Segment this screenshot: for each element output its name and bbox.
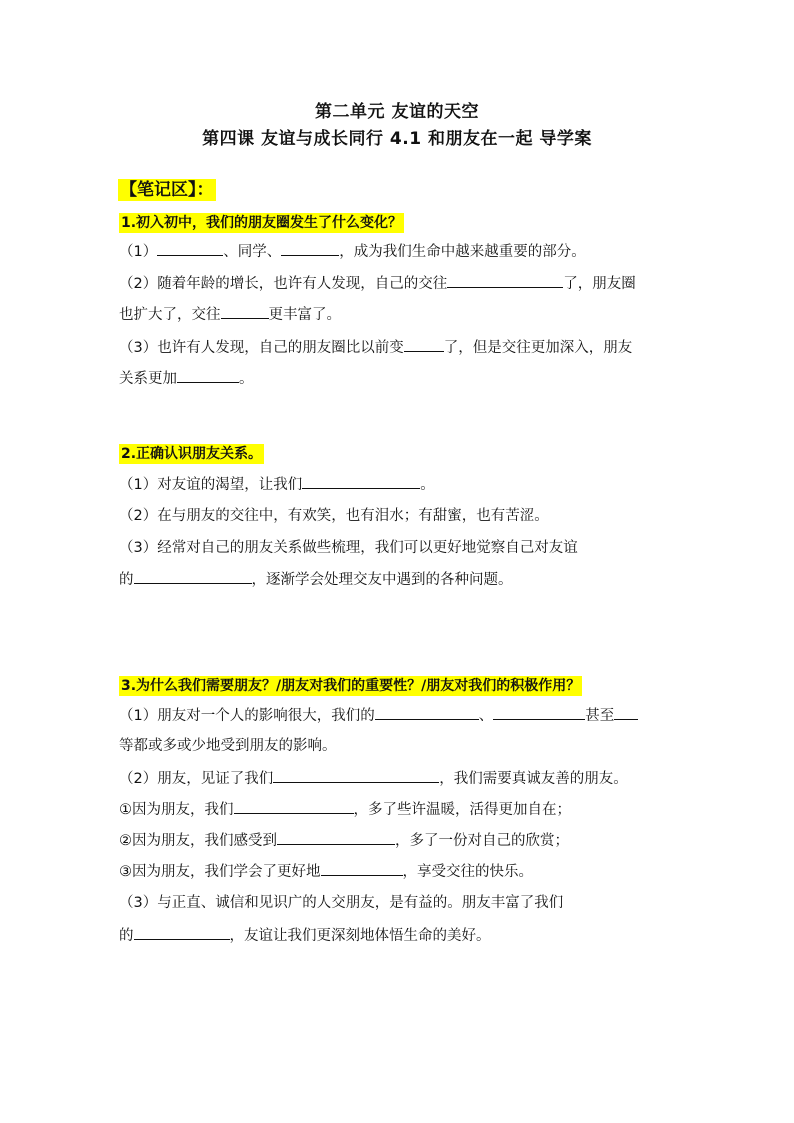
s2-l4-text-b: ，逐渐学会处理交友中遇到的各种问题。	[251, 572, 513, 588]
s3-l8-text-b: ，友谊让我们更深刻地体悟生命的美好。	[229, 928, 491, 944]
s1-l1-text-c: ，成为我们生命中越来越重要的部分。	[339, 244, 586, 260]
s1-l1-text-b: 、同学、	[223, 244, 282, 260]
s3-l3-text-a: （2）朋友，见证了我们	[119, 771, 274, 787]
blank[interactable]	[404, 337, 444, 352]
s3-l6-text-a: ③因为朋友，我们学会了更好地	[119, 864, 321, 880]
s1-line-2	[119, 273, 636, 294]
blank[interactable]	[493, 705, 585, 720]
question-2-text: 2.正确认识朋友关系。	[121, 446, 263, 462]
s3-l5-text-a: ②因为朋友，我们感受到	[119, 833, 277, 849]
blank[interactable]	[321, 861, 403, 876]
s2-l1-text-b: 。	[420, 477, 435, 493]
s1-line-4	[119, 337, 632, 358]
s3-l1-text-c: 甚至	[585, 708, 615, 724]
s3-l1-text-b: 、	[478, 708, 494, 724]
s3-line-6	[119, 861, 533, 882]
s3-l4-text-b: ，多了些许温暖，活得更加自在；	[353, 802, 571, 818]
blank[interactable]	[281, 241, 339, 256]
blank[interactable]	[277, 830, 395, 845]
question-3	[119, 675, 582, 695]
blank[interactable]	[302, 474, 420, 489]
s3-l5-text-b: ，多了一份对自己的欣赏；	[395, 833, 569, 849]
s1-l5-text-b: 。	[239, 371, 254, 387]
blank[interactable]	[134, 569, 252, 584]
s2-line-1	[119, 474, 435, 495]
s3-l8-text-a: 的	[119, 928, 134, 944]
s3-l4-text-a: ①因为朋友，我们	[119, 802, 234, 818]
s2-l1-text-a: （1）对友谊的渴望，让我们	[119, 477, 303, 493]
s1-l2-text-a: （2）随着年龄的增长，也许有人发现，自己的交往	[119, 276, 448, 292]
question-3-text: 3.为什么我们需要朋友？/朋友对我们的重要性？/朋友对我们的积极作用？	[121, 678, 581, 694]
s1-l3-text-a: 也扩大了，交往	[119, 307, 221, 323]
s1-l2-text-b: 了，朋友圈	[563, 276, 636, 292]
unit-title: 第二单元 友谊的天空	[315, 102, 479, 122]
s3-line-7: （3）与正直、诚信和见识广的人交朋友，是有益的。朋友丰富了我们	[119, 895, 564, 911]
blank[interactable]	[157, 241, 223, 256]
s2-l4-text-a: 的	[119, 572, 134, 588]
s3-line-3	[119, 768, 628, 789]
blank[interactable]	[177, 368, 239, 383]
s1-l4-text-a: （3）也许有人发现，自己的朋友圈比以前变	[119, 340, 404, 356]
s3-line-5	[119, 830, 569, 851]
s1-l4-text-b: 了，但是交往更加深入，朋友	[443, 340, 633, 356]
s1-line-1	[119, 241, 586, 262]
s2-line-3: （3）经常对自己的朋友关系做些梳理，我们可以更好地觉察自己对友谊	[119, 540, 578, 556]
s2-line-2: （2）在与朋友的交往中，有欢笑，也有泪水；有甜蜜，也有苦涩。	[119, 508, 549, 524]
s1-l1-text-a: （1）	[119, 244, 158, 260]
question-1-text: 1.初入初中，我们的朋友圈发生了什么变化？	[121, 215, 403, 231]
blank[interactable]	[375, 705, 479, 720]
lesson-title: 第四课 友谊与成长同行 4.1 和朋友在一起 导学案	[202, 129, 592, 149]
question-1	[119, 212, 404, 232]
notes-label: 【笔记区】：	[120, 180, 214, 200]
s3-line-8	[119, 925, 491, 946]
s3-line-2: 等都或多或少地受到朋友的影响。	[119, 738, 337, 754]
question-2	[119, 443, 264, 463]
s2-line-4	[119, 569, 513, 590]
blank[interactable]	[447, 273, 563, 288]
s3-l1-text-a: （1）朋友对一个人的影响很大，我们的	[119, 708, 375, 724]
notes-section-label	[118, 175, 216, 200]
s1-line-3	[119, 304, 341, 325]
s1-l3-text-b: 更丰富了。	[268, 307, 341, 323]
s3-l3-text-b: ，我们需要真诚友善的朋友。	[439, 771, 628, 787]
blank[interactable]	[221, 304, 269, 319]
blank[interactable]	[273, 768, 439, 783]
blank[interactable]	[614, 705, 638, 720]
s3-l6-text-b: ，享受交往的快乐。	[402, 864, 533, 880]
s1-l5-text-a: 关系更加	[119, 371, 177, 387]
s3-line-1	[119, 705, 638, 726]
blank[interactable]	[134, 925, 230, 940]
s3-line-4	[119, 799, 571, 820]
s1-line-5	[119, 368, 254, 389]
blank[interactable]	[234, 799, 354, 814]
